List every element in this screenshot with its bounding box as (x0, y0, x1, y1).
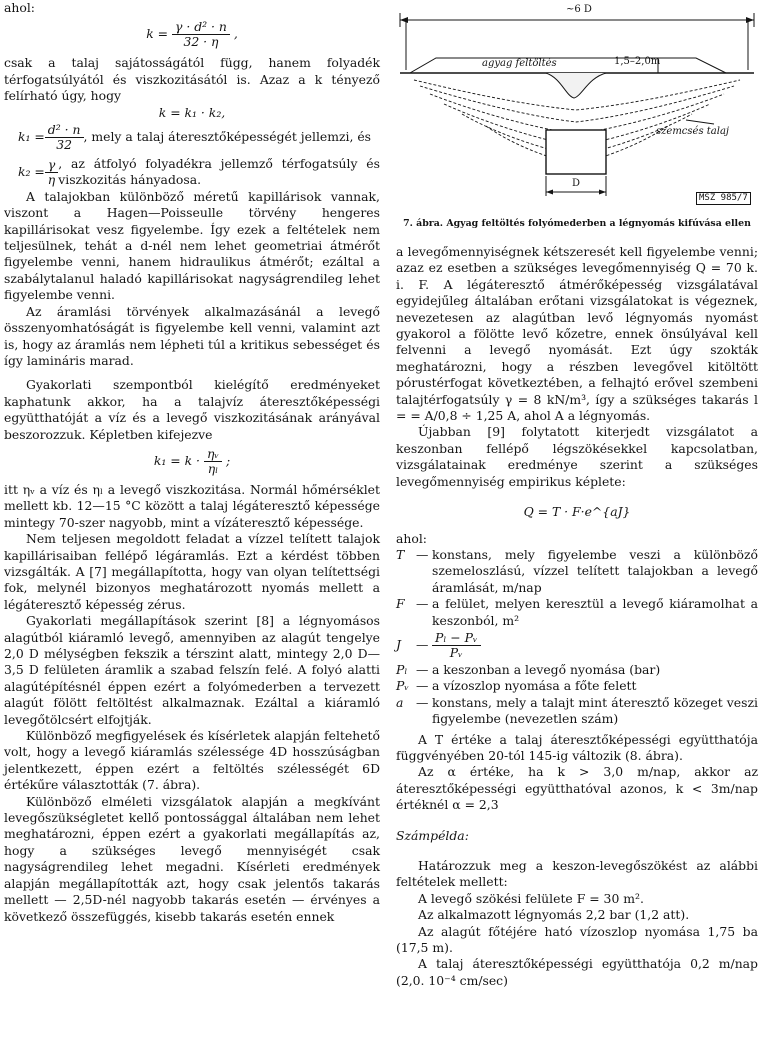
left-column (4, 0, 380, 925)
clay-plug (546, 73, 606, 98)
arrow-head (746, 17, 754, 23)
k-air-numerator: ηᵥ (204, 447, 222, 462)
k1-lhs: k₁ = (18, 129, 45, 145)
k1-numerator: d² · n (45, 123, 84, 138)
definition-dash: — (416, 678, 429, 694)
k-formula-numerator: γ · d² · n (172, 20, 230, 35)
q-formula: Q = T · F·e^{aJ} (523, 504, 631, 520)
paragraph: csak a talaj sajátosságától függ, hanem folyadék térfogatsúlyától és viszkozitásától is. Azaz a k tényező felírható úgy, hogy (4, 55, 380, 104)
paragraph: Különböző elméleti vizsgálatok alapján a megkívánt levegőszükségletet kellő pontossággal általában nem lehet meghatározni, éppen ezért a gyakorlati megállapítás az, hogy a szükséges levegő mennyiségét csak nagyságrendileg lehet megadni. Kísérleti eredmények alapján megállapították azt, hogy csak jelentős takarás mellett — 2,5D-nél nagyobb takarás esetén — érvényes a következő összefüggés, kisebb takarás esetén ennek (4, 793, 380, 924)
arrow-head (546, 190, 553, 195)
k2-text: , az átfolyó folyadékra jellemző térfogatsúly és viszkozitás hányadosa. (58, 156, 380, 188)
figure-label-agyag: agyag feltöltés (482, 58, 557, 69)
definition-item (396, 631, 758, 660)
paragraph: Az áramlási törvények alkalmazásánál a levegő összenyomhatóságát is figyelembe kell venni, valamint azt is, hogy az áramlás nem lépheti túl a kritikus sebességet és így lamináris marad. (4, 303, 380, 368)
definition-item (396, 678, 758, 694)
definition-dash: — (416, 637, 429, 653)
k1-denominator: 32 (56, 137, 73, 153)
clay-fill-outline (410, 58, 726, 73)
arrow-head (599, 190, 606, 195)
paragraph: Gyakorlati szempontból kielégítő eredményeket kaphatunk akkor, ha a talajvíz áteresztőképességi együtthatóját a víz és a levegő viszkozitásának arányával beszorozzuk. Képletben kifejezve (4, 377, 380, 442)
definition-dash: — (416, 596, 429, 612)
paragraph: Újabban [9] folytatott kiterjedt vizsgálatot a keszonban fellépő légszökésekkel kapcsolatban, vizsgálatainak eredménye szerint a szükséges levegőmennyiség empirikus képlete: (396, 424, 758, 489)
j-numerator: Pₗ − Pᵥ (432, 631, 481, 646)
definition-text: a felület, melyen keresztül a levegő kiáramolhat a keszonból, m² (432, 596, 758, 628)
definition-item (396, 596, 758, 629)
definition-text: a vízoszlop nyomása a főte felett (432, 678, 637, 694)
ahol-label: ahol: (396, 530, 427, 546)
definition-item (396, 547, 758, 596)
figure-caption: 7. ábra. Agyag feltöltés folyómederben a légnyomás kifúvása ellen (403, 218, 751, 229)
k-formula-tail: , (233, 26, 238, 42)
k-air-tail: ; (225, 452, 231, 468)
paragraph: a levegőmennyiségnek kétszeresét kell figyelembe venni; azaz ez esetben a szükséges levegőmennyiség Q = 70 k. i. F. A légáteresztő átmérőképesség vizsgálatával egyidejűleg általában erőtani vizsgálatokat is végeznek, nevezetesen az alagútban levő légnyomás nyomást gyakorol a fölötte levő kőzetre, ennek önsúlyával kell felvenni a levegő nyomását. Ezt úgy szokták meghatározni, hogy a részben levegővel kitöltött pórustérfogat következtében, a felhajtó erővel szembeni talajtérfogatsúly γ = 8 kN/m³, így a szükséges takarás l = = A/0,8 ÷ 1,25 A, ahol A a légnyomás. (396, 244, 758, 424)
figure-dim-bottom: D (572, 178, 581, 189)
k-air-lhs: k₁ = k · (153, 452, 200, 468)
definition-list (396, 547, 758, 728)
example-list (396, 891, 758, 989)
k-air-fraction (204, 447, 222, 476)
right-column (396, 0, 758, 989)
definition-item (396, 695, 758, 728)
k-product-formula: k = k₁ · k₂, (158, 104, 226, 120)
k-air-denominator: ηₗ (207, 460, 219, 476)
list-item: A talaj áteresztőképességi együtthatója 0,2 m/nap (2,0. 10⁻⁴ cm/sec) (396, 956, 758, 988)
j-denominator: Pᵥ (449, 644, 463, 660)
k1-definition (18, 123, 380, 152)
k-formula-lhs: k = (146, 26, 169, 42)
paragraph: itt ηᵥ a víz és ηₗ a levegő viszkozitása. Normál hőmérséklet mellett kb. 12—15 °C között a talaj légáteresztő képessége mintegy 70-szer nagyobb, mint a vízáteresztő képessége. (4, 481, 380, 530)
arrow-head (400, 17, 408, 23)
definition-text: a keszonban a levegő nyomása (bar) (432, 661, 661, 677)
definition-symbol: Pᵥ (396, 678, 409, 694)
tunnel-section (546, 130, 606, 174)
definition-dash: — (416, 661, 429, 677)
definition-dash: — (416, 694, 429, 710)
definition-symbol: J (396, 637, 401, 653)
figure-label-szemcses: szemcsés talaj (656, 126, 730, 137)
k2-definition (18, 156, 380, 189)
figure-7 (396, 0, 758, 212)
leader-line (686, 120, 714, 124)
k2-numerator: γ (45, 158, 58, 173)
k2-fraction (45, 158, 58, 187)
definition-text: konstans, mely a talajt mint áteresztő közeget veszi figyelembe (nevezetlen szám) (432, 694, 758, 727)
k2-lhs: k₂ = (18, 164, 45, 180)
definition-symbol: F (396, 596, 405, 612)
k1-fraction (45, 123, 84, 152)
k1-text: , mely a talaj áteresztőképességét jellemzi, és (83, 129, 372, 145)
definition-item (396, 662, 758, 678)
definition-symbol: T (396, 546, 405, 562)
k2-denominator: η (47, 171, 56, 187)
k-air-formula (4, 447, 380, 476)
definition-symbol: Pₗ (396, 661, 408, 677)
k-formula-denominator: 32 · η (183, 34, 219, 50)
figure-standard-tag: MSZ 985/7 (696, 192, 751, 205)
paragraph: Nem teljesen megoldott feladat a vízzel telített talajok kapillárisaiban fellépő légáramlás. Ezt a kérdést többen vizsgálták. A [7] megállapította, hogy van olyan telítettségi fok, melynél bizonyos meghatározott nyomás mellett a légáteresztő képesség zérus. (4, 531, 380, 612)
section-heading: Számpélda: (396, 827, 469, 843)
definition-text: konstans, mely figyelembe veszi a különböző szemeloszlású, vízzel telített talajokban a levegő áramlását, m/nap (432, 546, 758, 595)
paragraph: Gyakorlati megállapítások szerint [8] a légnyomásos alagútból kiáramló levegő, amennyiben az alagút tengelye 2,0 D mélységben fekszik a térszint alatt, mintegy 2,0 D—3,5 D felületen áramlik a szabad felszín felé. A folyó alatti alagútépítésnél éppen ezért a folyómederben a tervezett alagút fölött feltöltést alkalmaznak. Ezáltal a kiáramló levegőtölcsért elfojtják. (4, 613, 380, 727)
list-item: A levegő szökési felülete F = 30 m². (418, 890, 644, 906)
paragraph: Különböző megfigyelések és kísérletek alapján feltehető volt, hogy a levegő kiáramlás szélessége 4D hosszúságban jelentkezett, éppen ezért a feltöltés szélességét 6D értékűre választották (7. ábra). (4, 728, 380, 793)
definition-symbol: a (396, 694, 404, 710)
paragraph: Az α értéke, ha k > 3,0 m/nap, akkor az áteresztőképességi együtthatóval azonos, k < 3m/nap értéknél α = 2,3 (396, 764, 758, 813)
definition-dash: — (416, 546, 429, 562)
figure-dim-top: ~6 D (566, 4, 592, 15)
ahol-label: ahol: (4, 0, 35, 15)
list-item: Az alagút főtéjére ható vízoszlop nyomása 1,75 ba (17,5 m). (396, 923, 758, 956)
figure-label-depth: 1,5–2,0m (614, 56, 661, 67)
paragraph: Határozzuk meg a keszon-levegőszökést az alábbi feltételek mellett: (396, 858, 758, 890)
k-formula-fraction (172, 20, 230, 49)
list-item: Az alkalmazott légnyomás 2,2 bar (1,2 att). (418, 907, 690, 923)
paragraph: A T értéke a talaj áteresztőképességi együtthatója függvényében 20-tól 145-ig változik (8. ábra). (396, 731, 758, 763)
j-fraction (432, 631, 481, 660)
paragraph: A talajokban különböző méretű kapillárisok vannak, viszont a Hagen—Poisseulle törvény hengeres kapillárisokat vesz figyelembe. Így ezek a feltételek nem teljesülnek, tehát a d-nél nem lehet geometriai átmérőt figyelembe venni, hanem hidraulikus átmérőt; ezáltal a szabálytalanul haladó kapillárisokat nagyságrendileg lehet figyelembe venni. (4, 188, 380, 303)
k-formula (4, 20, 380, 49)
